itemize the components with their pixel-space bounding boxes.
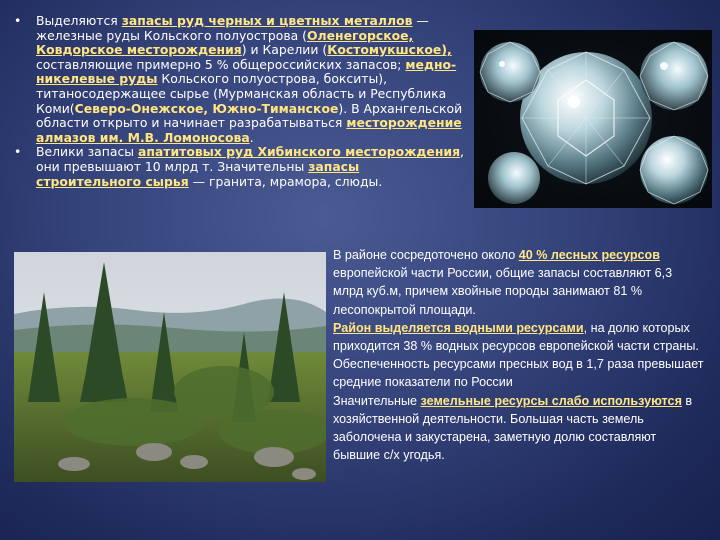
text-fragment: — железные руды Кольского полуострова ( (36, 13, 429, 43)
land-text (333, 392, 705, 465)
list-item-metals (10, 14, 465, 145)
text-fragment: составляющие примерно 5 % общероссийских запасов; (36, 56, 406, 72)
highlight-fragment: медно-никелевые руды (36, 56, 457, 87)
text-fragment: Выделяются (36, 13, 122, 28)
highlight-fragment: апатитовых руд Хибинского месторождения (137, 144, 461, 160)
highlight-fragment: Район выделяется водными ресурсами (333, 320, 584, 335)
diamond-shape (640, 136, 708, 204)
text-fragment: ). В Архангельской области открыто и начинает разрабатываться (36, 100, 463, 131)
diamond-shape (640, 42, 708, 110)
highlight-fragment: Оленегорское, Ковдорское месторождения (36, 27, 414, 58)
text-fragment: , они превышают 10 млрд т. Значительны (36, 144, 464, 174)
highlight-fragment: запасы руд черных и цветных металлов (121, 13, 413, 28)
text-fragment: Значительные (333, 393, 421, 408)
highlight-fragment: Костомукшское), (327, 42, 452, 58)
text-fragment: в хозяйственной деятельности. Большая часть земель заболочена и закустарена, заметную долю составляют бывшие с/х угодья. (333, 393, 693, 463)
list-item-apatite (10, 145, 465, 189)
resources-paragraph (333, 246, 705, 464)
forest-illustration (14, 252, 326, 482)
text-fragment: ) и Карелии ( (241, 42, 328, 58)
forest-water-text (333, 246, 705, 392)
bullet-icon: • (14, 144, 22, 160)
resource-list (10, 14, 465, 189)
diamond-shape (488, 152, 540, 204)
text-fragment: Кольского полуострова, бокситы), титаносодержащее сырье (Мурманская область и Республика Коми( (36, 71, 447, 116)
diamond-shape (480, 42, 540, 102)
text-fragment: В районе сосредоточено около (333, 248, 519, 262)
text-fragment: европейской части России, общие запасы составляют 6,3 млрд куб.м, причем хвойные породы занимают 81 % лесопокрытой площади. (333, 266, 673, 317)
highlight-fragment: земельные ресурсы слабо используются (420, 393, 682, 408)
highlight-fragment: 40 % лесных ресурсов (518, 248, 660, 262)
text-fragment: . (249, 129, 254, 145)
forest-image (14, 252, 326, 482)
highlight-fragment: Северо-Онежское, Южно-Тиманское (74, 100, 339, 116)
text-fragment: , на долю которых приходится 38 % водных ресурсов европейской части страны. Обеспеченность ресурсами пресных вод в 1,7 раза превышает средние показатели по России (333, 320, 704, 390)
text-fragment: — гранита, мрамора, слюды. (188, 173, 383, 189)
highlight-fragment: месторождение алмазов им. М.В. Ломоносова (36, 115, 462, 145)
highlight-fragment: запасы строительного сырья (36, 158, 360, 189)
text-fragment: Велики запасы (36, 144, 138, 160)
diamonds-illustration (474, 30, 712, 208)
bullet-icon: • (14, 13, 22, 28)
diamonds-image (474, 30, 712, 208)
